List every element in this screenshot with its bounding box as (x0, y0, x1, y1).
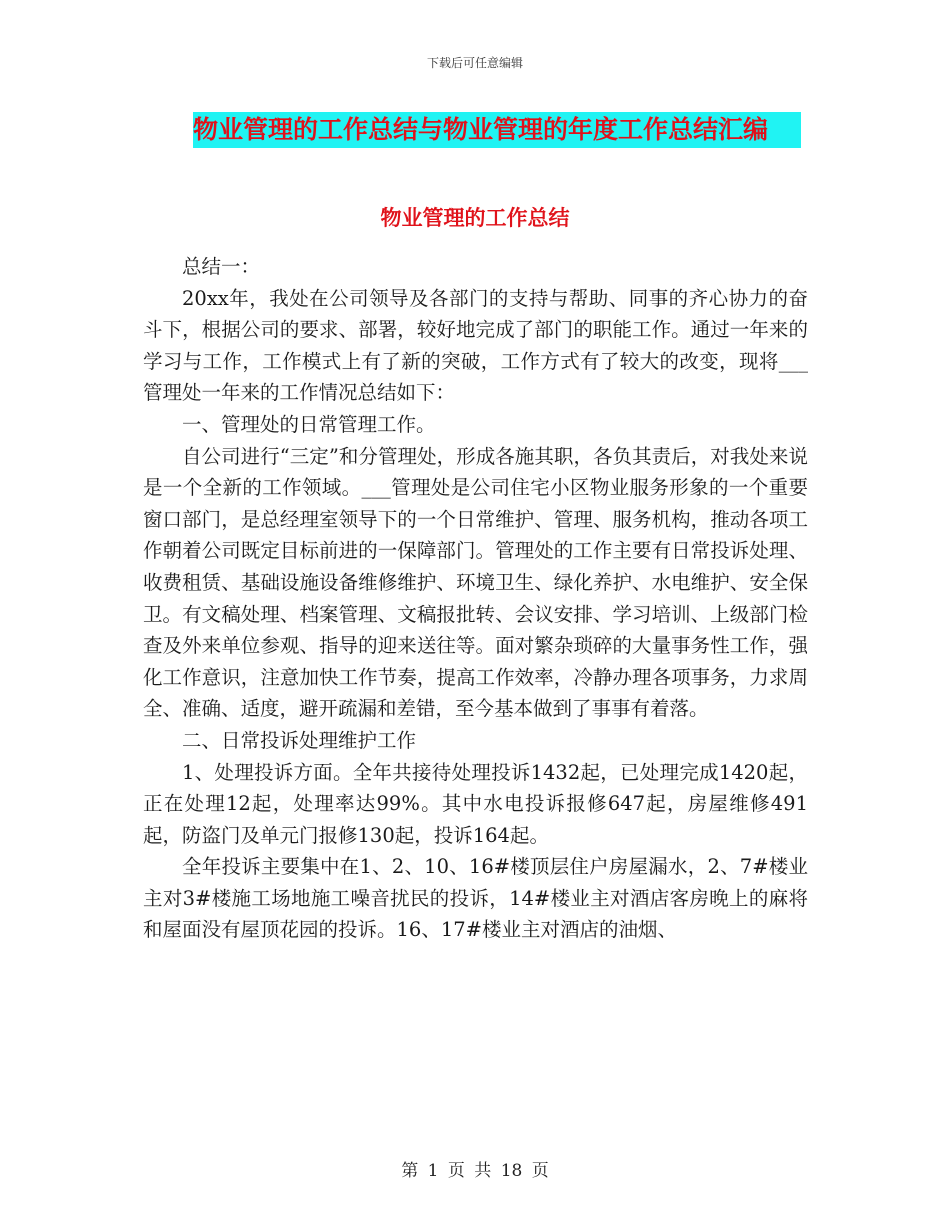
heading-daily-management: 一、管理处的日常管理工作。 (182, 412, 436, 436)
document-body (143, 251, 808, 946)
paragraph-daily-management: 自公司进行“三定”和分管理处，形成各施其职，各负其责后，对我处来说是一个全新的工作领域。___管理处是公司住宅小区物业服务形象的一个重要窗口部门，是总经理室领导下的一个日常维护、管理、服务机构，推动各项工作朝着公司既定目标前进的一保障部门。管理处的工作主要有日常投诉处理、收费租赁、基础设施设备维修维护、环境卫生、绿化养护、水电维护、安全保卫。有文稿处理、档案管理、文稿报批转、会议安排、学习培训、上级部门检查及外来单位参观、指导的迎来送往等。面对繁杂琐碎的大量事务性工作，强化工作意识，注意加快工作节奏，提高工作效率，冷静办理各项事务，力求周全、准确、适度，避开疏漏和差错，至今基本做到了事事有着落。 (143, 444, 808, 721)
paragraph-complaint-details: 全年投诉主要集中在1、2、10、16#楼顶层住户房屋漏水，2、7#楼业主对3#楼施工场地施工噪音扰民的投诉，14#楼业主对酒店客房晚上的麻将和屋面没有屋顶花园的投诉。16、17#楼业主对酒店的油烟、 (143, 855, 808, 942)
document-title: 物业管理的工作总结与物业管理的年度工作总结汇编 (193, 112, 801, 148)
header-note: 下载后可任意编辑 (426, 56, 523, 70)
page-number: 第 1 页 共 18 页 (401, 1161, 549, 1181)
heading-complaint-handling: 二、日常投诉处理维护工作 (182, 728, 417, 752)
paragraph-summary-label: 总结一： (182, 255, 261, 278)
paragraph-intro: 20xx年，我处在公司领导及各部门的支持与帮助、同事的齐心协力的奋斗下，根据公司的要求、部署，较好地完成了部门的职能工作。通过一年来的学习与工作，工作模式上有了新的突破，工作方式有了较大的改变，现将___管理处一年来的工作情况总结如下： (143, 286, 808, 405)
section-title: 物业管理的工作总结 (380, 205, 570, 230)
paragraph-complaint-stats: 1、处理投诉方面。全年共接待处理投诉1432起，已处理完成1420起，正在处理12起，处理率达99%。其中水电投诉报修647起，房屋维修491起，防盗门及单元门报修130起，投诉164起。 (143, 760, 808, 847)
